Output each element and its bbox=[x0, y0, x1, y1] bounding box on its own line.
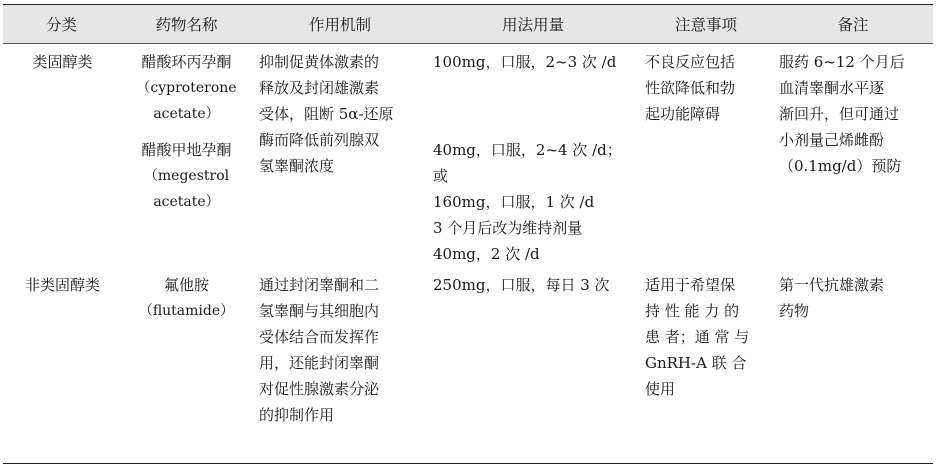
text-line: 100mg，口服，2~3 次 /d bbox=[433, 53, 617, 71]
drug-name-en: （cyproterone bbox=[136, 80, 237, 96]
text-line: 服药 6~12 个月后 bbox=[779, 53, 905, 71]
text-line: 使用 bbox=[645, 380, 676, 398]
text-line: 第一代抗雄激素 bbox=[779, 276, 885, 294]
notes-cell bbox=[639, 44, 773, 127]
header-mechanism: 作用机制 bbox=[253, 5, 427, 44]
dosage-cell bbox=[427, 267, 639, 298]
drug-table bbox=[3, 4, 933, 464]
mechanism-cell bbox=[253, 44, 427, 179]
category-cell bbox=[3, 267, 120, 298]
header-drug-name: 药物名称 bbox=[120, 5, 253, 44]
text-line: 250mg，口服，每日 3 次 bbox=[433, 276, 610, 294]
header-remarks: 备注 bbox=[773, 5, 933, 44]
text-line: 受体结合而发挥作 bbox=[259, 328, 380, 346]
table-header-row bbox=[3, 5, 933, 44]
text-line: 用，还能封闭睾酮 bbox=[259, 354, 380, 372]
text-line: 血清睾酮水平逐 bbox=[779, 79, 885, 97]
text-line: 渐回升，但可通过 bbox=[779, 105, 900, 123]
drug-name-cn: 醋酸甲地孕酮 bbox=[141, 141, 232, 159]
category-label: 类固醇类 bbox=[32, 53, 93, 71]
text-line: 通过封闭睾酮和二 bbox=[259, 276, 380, 294]
text-line: 的抑制作用 bbox=[259, 406, 335, 424]
notes-cell bbox=[639, 267, 773, 402]
drug-name-cn: 醋酸环丙孕酮 bbox=[141, 53, 232, 71]
drug-name-en: （megestrol bbox=[143, 168, 230, 184]
text-line: 性欲降低和勃 bbox=[645, 79, 736, 97]
table-row bbox=[3, 44, 933, 268]
text-line: 氢睾酮与其细胞内 bbox=[259, 302, 380, 320]
text-line: 适用于希望保 bbox=[645, 276, 736, 294]
text-line: 40mg，2 次 /d bbox=[433, 245, 540, 263]
header-notes: 注意事项 bbox=[639, 5, 773, 44]
drug-name-en: acetate） bbox=[153, 194, 220, 210]
text-line: 抑制促黄体激素的 bbox=[259, 53, 380, 71]
drug-name-en: （flutamide） bbox=[138, 303, 235, 319]
category-cell bbox=[3, 44, 120, 75]
text-line: 持 性 能 力 的 bbox=[645, 302, 740, 320]
header-category: 分类 bbox=[3, 5, 120, 44]
text-line: 药物 bbox=[779, 302, 810, 320]
text-line: 160mg，口服，1 次 /d bbox=[433, 193, 595, 211]
category-label: 非类固醇类 bbox=[24, 276, 100, 294]
drug-name-cell bbox=[120, 44, 253, 215]
text-line: 小剂量己烯雌酚 bbox=[779, 131, 885, 149]
text-line: 患 者；通 常 与 bbox=[645, 328, 750, 346]
drug-name-cn: 氟他胺 bbox=[163, 276, 209, 294]
header-dosage: 用法用量 bbox=[427, 5, 639, 44]
text-line: 受体，阻断 5α-还原 bbox=[259, 105, 394, 123]
text-line: 对促性腺激素分泌 bbox=[259, 380, 380, 398]
dosage-cell bbox=[427, 44, 639, 267]
text-line: 酶而降低前列腺双 bbox=[259, 131, 380, 149]
drug-name-en: acetate） bbox=[153, 106, 220, 122]
text-line: 氢睾酮浓度 bbox=[259, 157, 335, 175]
text-line: 不良反应包括 bbox=[645, 53, 736, 71]
text-line: 起功能障碍 bbox=[645, 105, 721, 123]
text-line: 3 个月后改为维持剂量 bbox=[433, 219, 583, 237]
remarks-cell bbox=[773, 44, 933, 179]
text-line: GnRH-A 联 合 bbox=[645, 354, 747, 372]
remarks-cell bbox=[773, 267, 933, 324]
mechanism-cell bbox=[253, 267, 427, 428]
text-line: 40mg，口服，2~4 次 /d；或 bbox=[433, 141, 622, 185]
text-line: 释放及封闭雄激素 bbox=[259, 79, 380, 97]
text-line: （0.1mg/d）预防 bbox=[779, 157, 902, 175]
drug-name-cell bbox=[120, 267, 253, 324]
table-row bbox=[3, 267, 933, 464]
